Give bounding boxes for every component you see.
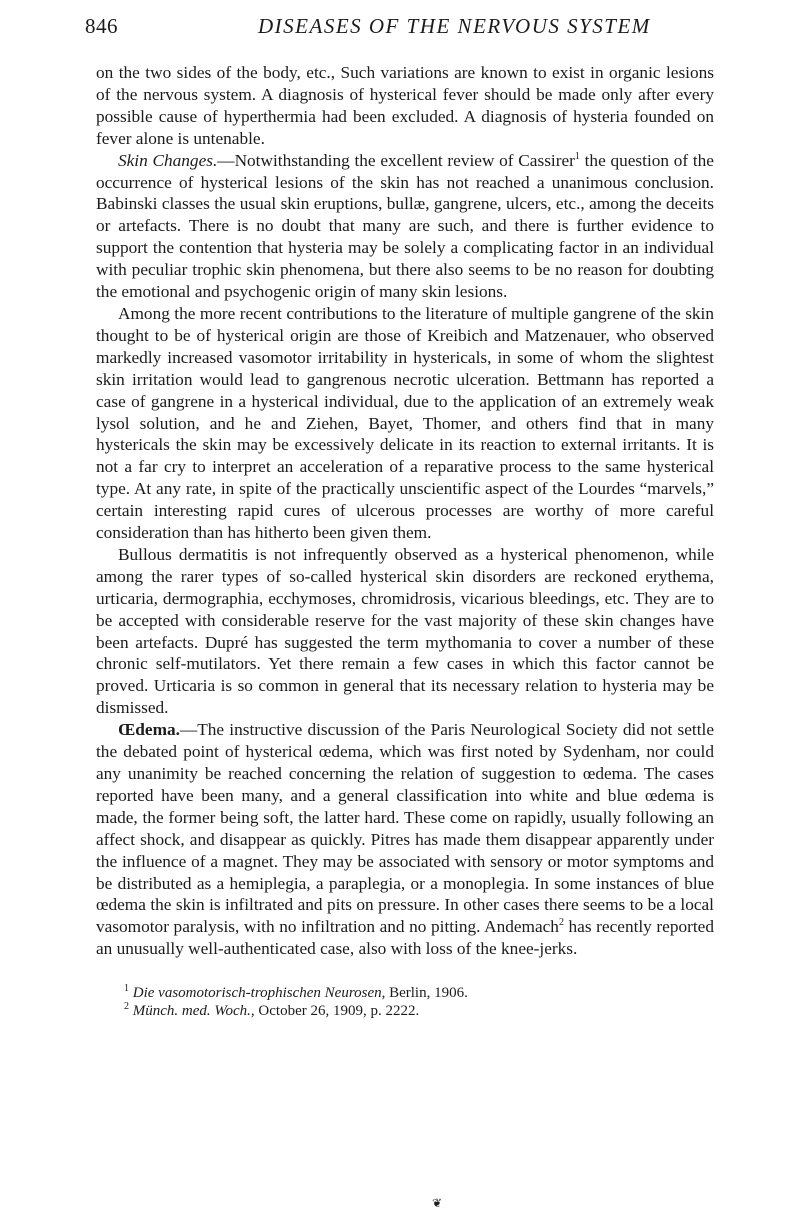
body-text [96,62,714,960]
footnote-title: Die vasomotorisch-trophischen Neurosen, [132,985,386,1002]
paragraph-text: Among the more recent contributions to the literature of multiple gangrene of the skin thought to be of hysterical origin are those of Kreibich and Matzenauer, who observed markedly increased vasomotor irritability in hystericals, in some of whom the slightest skin irritation would lead to gangrenous necrotic ulceration. Bettmann has reported a case of gangrene in a hysterical individual, due to the application of an extremely weak lysol solution, and he and Ziehen, Bayet, Thomer, and others find that in many hystericals the skin may be excessively delicate in its reaction to external irritants. It is not a far cry to interpret an acceleration of a reparative process to the same hysterical type. At any rate, in spite of the practically unscientific aspect of the Lourdes “marvels,” certain interesting rapid cures of ulcerous processes are worthy of more careful consideration than has hitherto been given them. [96,303,714,543]
footnote-marker: 1 [124,983,129,995]
page-number: 846 [85,14,118,38]
paragraph-text: Bullous dermatitis is not infrequently observed as a hysterical phenomenon, while among the rarer types of so-called hysterical skin disorders are reckoned erythema, urticaria, dermographia, ecchymoses, chromidrosis, vicarious bleedings, etc. They are to be accepted with considerable reserve for the vast majority of these skin changes have been artefacts. Dupré has suggested the term mythomania to cover a number of these chronic self-mutilators. Yet there remain a few cases in which this factor cannot be proved. Urticaria is so common in general that its necessary relation to hysteria may be dismissed. [96,544,714,718]
footnote [124,984,714,1002]
paragraph-text: —The instructive discussion of the Paris Neurological Society did not settle the debated point of hysterical œdema, which was first noted by Sydenham, nor could any unanimity be reached concerning the relation of suggestion to œdema. The cases reported have been many, and a general classification into white and blue œdema is made, the former being soft, the latter hard. These come on rapidly, usually following an affect shock, and disappear as quickly. Pitres has made them disappear apparently under the influence of a magnet. They may be associated with sensory or motor symptoms and be distributed as a hemiplegia, a paraplegia, or a monoplegia. In some instances of blue œdema the skin is infiltrated and pits on pressure. In other cases there seems to be a local vasomotor paralysis, with no infiltration and no pitting. Andemach [96,720,714,937]
footnote-ref: 2 [558,917,564,929]
paragraph-text: on the two sides of the body, etc., Such variations are known to exist in organic lesions of the nervous system. A diagnosis of hysterical fever should be made only after every possible cause of hyperthermia had been excluded. A diagnosis of hysteria founded on fever alone is untenable. [96,63,714,148]
paragraph [96,150,714,303]
paragraph [96,719,714,960]
paragraph [96,544,714,719]
footnote-text: October 26, 1909, p. 2222. [254,1003,420,1020]
footnote-text: Berlin, 1906. [385,985,468,1002]
running-head: DISEASES OF THE NERVOUS SYSTEM [258,14,651,38]
footnote-title: Münch. med. Woch., [132,1003,255,1020]
paragraph-heading: Œdema. [118,720,180,740]
footnote-ref: 1 [574,150,580,162]
footnotes [124,984,714,1020]
paragraph-heading: Skin Changes. [118,150,218,170]
paragraph-text: has recently reported an unusually well-authenticated case, also with loss of the knee-jerks. [96,917,714,959]
page-header [0,14,800,44]
footnote [124,1002,714,1020]
paragraph-text: the question of the occurrence of hysterical lesions of the skin has not reached a unanimous conclusion. Babinski classes the usual skin eruptions, bullæ, gangrene, ulcers, etc., among the deceits or artefacts. There is no doubt that many are such, and there is further evidence to support the contention that hysteria may be solely a complicating factor in an individual with peculiar trophic skin phenomena, but there also seems to be no reason for doubting the emotional and psychogenic origin of many skin lesions. [96,150,714,302]
footnote-marker: 2 [124,1001,129,1013]
paragraph [96,303,714,544]
paragraph-text: —Notwithstanding the excellent review of Cassirer [217,150,575,170]
paragraph [96,62,714,150]
printer-mark: ❦ [432,1196,443,1210]
